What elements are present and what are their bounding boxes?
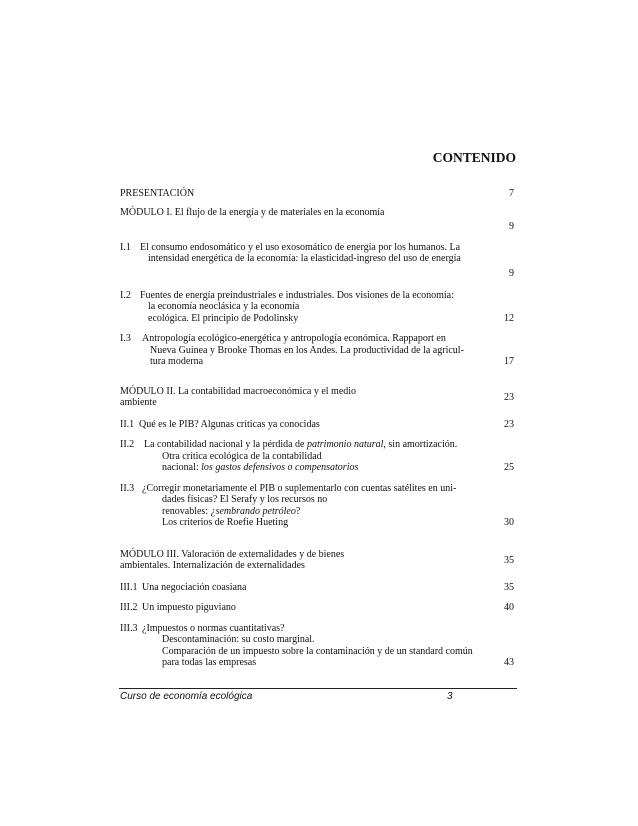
entry-page: 35 [504, 554, 514, 566]
entry-line: para todas las empresas [162, 657, 257, 668]
entry-page: 17 [504, 356, 514, 367]
entry-emphasis: patrimonio natural [307, 439, 384, 450]
toc-entry-ii-3[interactable] [120, 483, 520, 529]
entry-page: 7 [509, 188, 514, 199]
toc-entry-modulo-1[interactable] [120, 207, 520, 233]
entry-number: III.3 [120, 622, 138, 634]
entry-line: dades físicas? El Serafy y los recursos no [162, 494, 328, 505]
entry-page: 9 [509, 221, 514, 232]
entry-title: PRESENTACIÓN [120, 188, 195, 199]
entry-title: ambiente [120, 397, 157, 408]
toc-entry-presentacion[interactable] [120, 188, 520, 200]
toc-entry-iii-2[interactable] [120, 602, 520, 614]
entry-line: Descontaminación: su costo marginal. [162, 634, 315, 645]
entry-line: Un impuesto piguviano [142, 602, 236, 613]
toc-entry-ii-1[interactable] [120, 419, 520, 431]
entry-line: Los criterios de Roefie Hueting [162, 517, 289, 528]
entry-title: MÓDULO I. El flujo de la energía y de materiales en la economía [120, 206, 385, 218]
toc-entry-iii-1[interactable] [120, 582, 520, 594]
entry-number: II.1 [120, 418, 135, 430]
toc-entry-i-2[interactable] [120, 290, 520, 325]
entry-line: ¿Corregir monetariamente el PIB o suplementarlo con cuentas satélites en uni- [142, 482, 457, 494]
entry-page: 9 [509, 268, 514, 279]
footer-divider [119, 688, 517, 689]
entry-number: II.2 [120, 439, 135, 450]
footer-course-title: Curso de economía ecológica [120, 691, 253, 702]
entry-page: 35 [504, 581, 514, 593]
toc-entry-ii-2[interactable] [120, 439, 520, 474]
footer-page-number: 3 [447, 691, 453, 702]
entry-title: MÓDULO III. Valoración de externalidades y de bienes [120, 548, 345, 560]
entry-page: 23 [504, 418, 514, 430]
entry-number: II.3 [120, 482, 135, 494]
entry-page: 40 [504, 602, 514, 613]
entry-line: ¿Impuestos o normas cuantitativas? [142, 622, 285, 634]
entry-number: III.1 [120, 581, 138, 593]
entry-line: Otra crítica ecológica de la contabilidad [162, 450, 322, 462]
entry-line: tura moderna [150, 356, 204, 367]
entry-line: intensidad energética de la economía: la elasticidad-ingreso del uso de energía [148, 253, 461, 264]
entry-line: Qué es le PIB? Algunas críticas ya conocidas [139, 418, 320, 430]
entry-line: El consumo endosomático y el uso exosomático de energía por los humanos. La [140, 241, 461, 253]
entry-line: Antropología ecológico-energética y antropología económica. Rappaport en [142, 333, 446, 344]
toc-entry-i-1[interactable] [120, 242, 520, 280]
entry-line [120, 506, 520, 518]
toc-entry-iii-3[interactable] [120, 623, 520, 669]
entry-line [120, 439, 520, 451]
entry-text: renovables: [162, 505, 211, 517]
entry-text: nacional: [162, 462, 202, 473]
entry-line: la economía neoclásica y la economía [148, 301, 300, 312]
table-of-contents [120, 188, 520, 669]
entry-page: 30 [504, 517, 514, 528]
entry-text: La contabilidad nacional y la pérdida de [144, 439, 307, 450]
toc-entry-modulo-2[interactable] [120, 386, 520, 410]
toc-entry-i-3[interactable] [120, 333, 520, 368]
entry-line: Comparación de un impuesto sobre la contaminación y de un standard común [162, 645, 473, 657]
entry-page: 23 [504, 391, 514, 403]
entry-emphasis: los gastos defensivos o compensatorios [201, 462, 359, 473]
entry-text: , sin amortización. [383, 439, 458, 450]
entry-title: MÓDULO II. La contabilidad macroeconómica y el medio [120, 385, 357, 397]
entry-line: Fuentes de energía preindustriales e industriales. Dos visiones de la economía: [140, 289, 454, 301]
entry-number: III.2 [120, 602, 138, 613]
entry-number: I.2 [120, 289, 131, 301]
entry-number: I.1 [120, 241, 131, 253]
entry-line [120, 462, 520, 474]
entry-page: 43 [504, 657, 514, 668]
toc-entry-modulo-3[interactable] [120, 549, 520, 573]
entry-title: ambientales. Internalización de externalidades [120, 560, 305, 571]
entry-line: ecológica. El principio de Podolinsky [148, 312, 299, 324]
entry-page: 12 [504, 312, 514, 324]
entry-number: I.3 [120, 333, 131, 344]
entry-emphasis: ¿sembrando petróleo [210, 505, 296, 517]
page-title: CONTENIDO [432, 150, 516, 165]
entry-line: Nueva Guinea y Brooke Thomas en los Andes. La productividad de la agricul- [150, 344, 464, 356]
entry-line: Una negociación coasiana [142, 581, 247, 593]
entry-text: ? [295, 505, 301, 517]
entry-page: 25 [504, 462, 514, 473]
